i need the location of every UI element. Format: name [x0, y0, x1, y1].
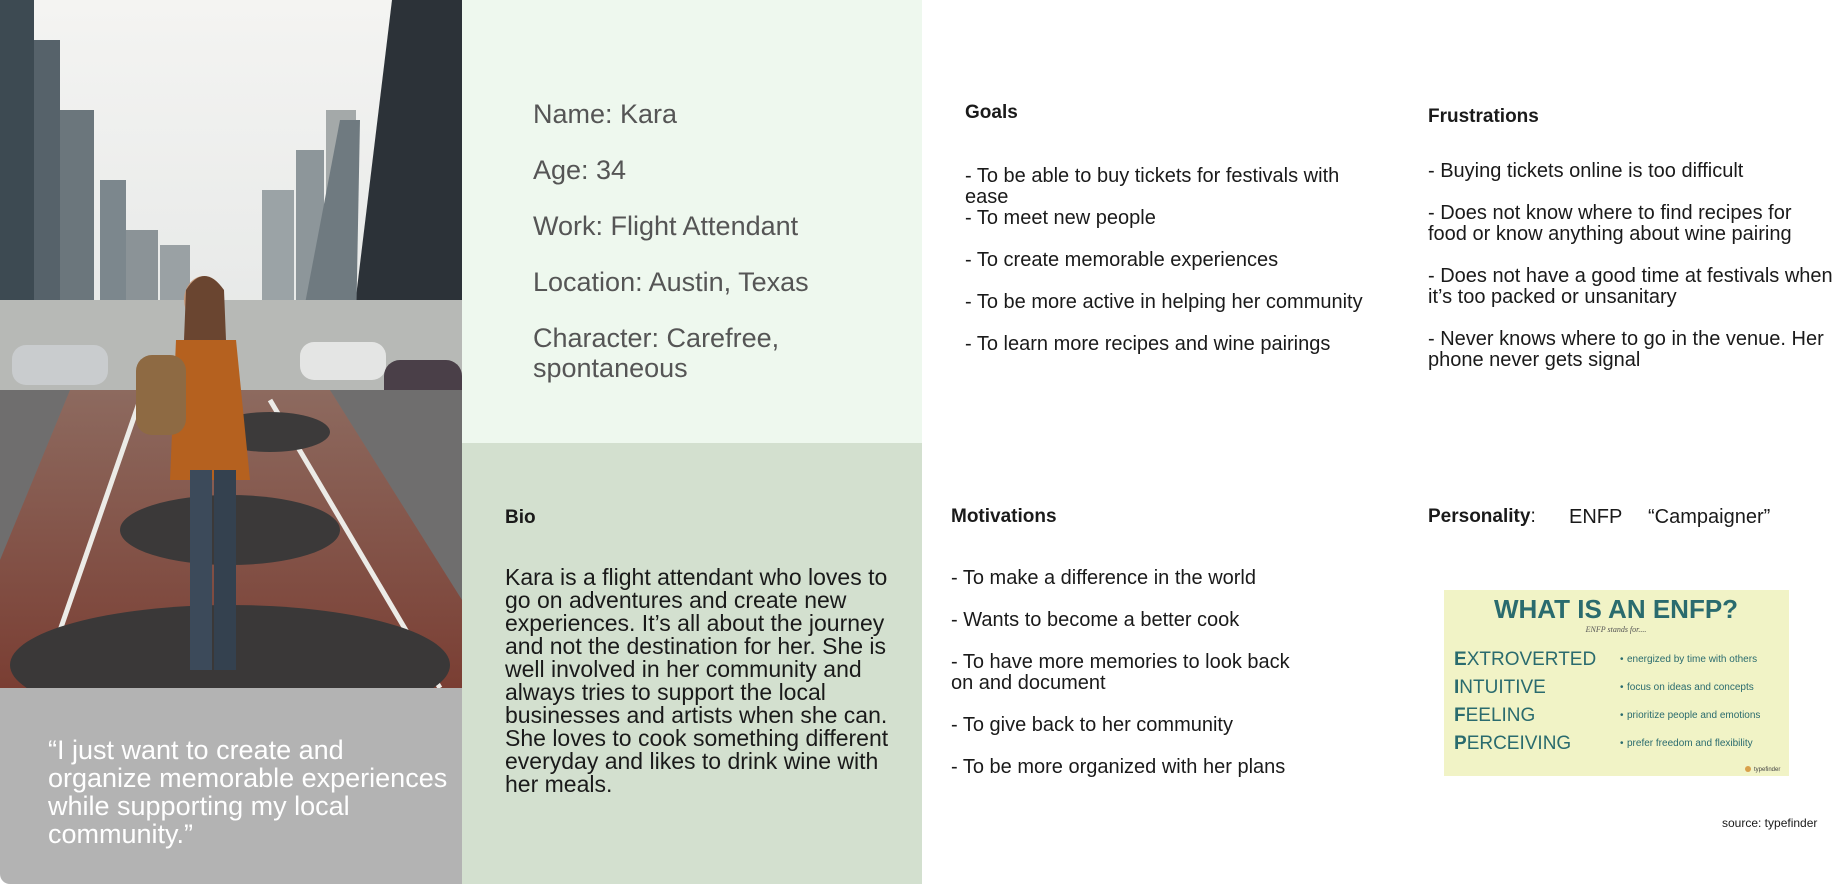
frustration-item: - Does not know where to find recipes for food or know anything about wine pairing: [1428, 202, 1792, 245]
enfp-brand: typefinder: [1754, 767, 1781, 773]
enfp-bullet-icon: •: [1620, 738, 1624, 749]
enfp-word: EELING: [1465, 705, 1536, 726]
motivations-title: Motivations: [951, 506, 1057, 527]
quote-panel: [0, 688, 462, 884]
enfp-bullet-icon: •: [1620, 710, 1624, 721]
enfp-word: NTUITIVE: [1459, 677, 1546, 698]
enfp-letter: I: [1454, 677, 1460, 698]
svg-text:PERCEIVING: [1454, 733, 1571, 754]
svg-text:EXTROVERTED: [1454, 649, 1596, 670]
enfp-desc: energized by time with others: [1627, 654, 1758, 665]
bio-text: Kara is a flight attendant who loves to go on adventures and create new experiences. It’s all about the journey and not the destination for her. She is well involved in her community and always tries to support the local businesses and artists when she can. She loves to cook something different everyday and likes to drink wine with her meals.: [505, 564, 889, 797]
enfp-desc: focus on ideas and concepts: [1627, 682, 1754, 693]
enfp-letter: F: [1454, 705, 1466, 726]
enfp-letter: E: [1454, 649, 1467, 670]
goal-item: - To learn more recipes and wine pairings: [965, 333, 1331, 355]
personality-nickname: “Campaigner”: [1648, 506, 1771, 528]
bio-panel: [462, 443, 922, 884]
enfp-title: WHAT IS AN ENFP?: [1493, 594, 1739, 624]
bio-title: Bio: [505, 507, 536, 528]
goal-item: - To meet new people: [965, 207, 1156, 229]
source-credit: source: typefinder: [1722, 816, 1818, 830]
persona-photo: [0, 0, 462, 688]
goal-item: - To be able to buy tickets for festivals with ease: [965, 165, 1340, 208]
frustration-item: - Buying tickets online is too difficult: [1428, 160, 1744, 182]
motivation-item: - To make a difference in the world: [951, 567, 1256, 589]
work-field: Work: Flight Attendant: [533, 211, 799, 241]
frustration-item: - Does not have a good time at festivals when it’s too packed or unsanitary: [1428, 265, 1833, 308]
personality-label: [1428, 506, 1536, 528]
personality-type: ENFP: [1569, 506, 1623, 528]
motivation-item: - To be more organized with her plans: [951, 756, 1286, 778]
motivation-item: - To have more memories to look back on and document: [951, 651, 1290, 694]
motivation-item: - To give back to her community: [951, 714, 1233, 736]
basic-info-panel: [462, 0, 922, 443]
svg-text:INTUITIVE: [1454, 677, 1546, 698]
enfp-word: ERCEIVING: [1466, 733, 1572, 754]
enfp-infographic: [1444, 590, 1789, 776]
location-field: Location: Austin, Texas: [533, 267, 809, 297]
name-field: Name: Kara: [533, 99, 678, 129]
persona-quote: “I just want to create and organize memorable experiences while supporting my local community.”: [48, 735, 448, 849]
enfp-word: XTROVERTED: [1466, 649, 1597, 670]
svg-text:FEELING: [1454, 705, 1535, 726]
typefinder-logo-icon: [1745, 766, 1751, 772]
frustration-item: - Never knows where to go in the venue. Her phone never gets signal: [1428, 328, 1824, 371]
enfp-bullet-icon: •: [1620, 682, 1624, 693]
enfp-bullet-icon: •: [1620, 654, 1624, 665]
personality-colon: :: [1530, 506, 1536, 527]
goal-item: - To be more active in helping her community: [965, 291, 1363, 313]
enfp-letter: P: [1454, 733, 1467, 754]
age-field: Age: 34: [533, 155, 627, 185]
enfp-desc: prefer freedom and flexibility: [1627, 738, 1753, 749]
enfp-desc: prioritize people and emotions: [1627, 710, 1761, 721]
goals-title: Goals: [965, 102, 1018, 123]
motivation-item: - Wants to become a better cook: [951, 609, 1240, 631]
personality-label-text: Personality: [1428, 506, 1531, 527]
frustrations-title: Frustrations: [1428, 106, 1539, 127]
goal-item: - To create memorable experiences: [965, 249, 1279, 271]
character-field: Character: Carefree, spontaneous: [533, 323, 780, 383]
enfp-subtitle: ENFP stands for....: [1585, 625, 1647, 634]
